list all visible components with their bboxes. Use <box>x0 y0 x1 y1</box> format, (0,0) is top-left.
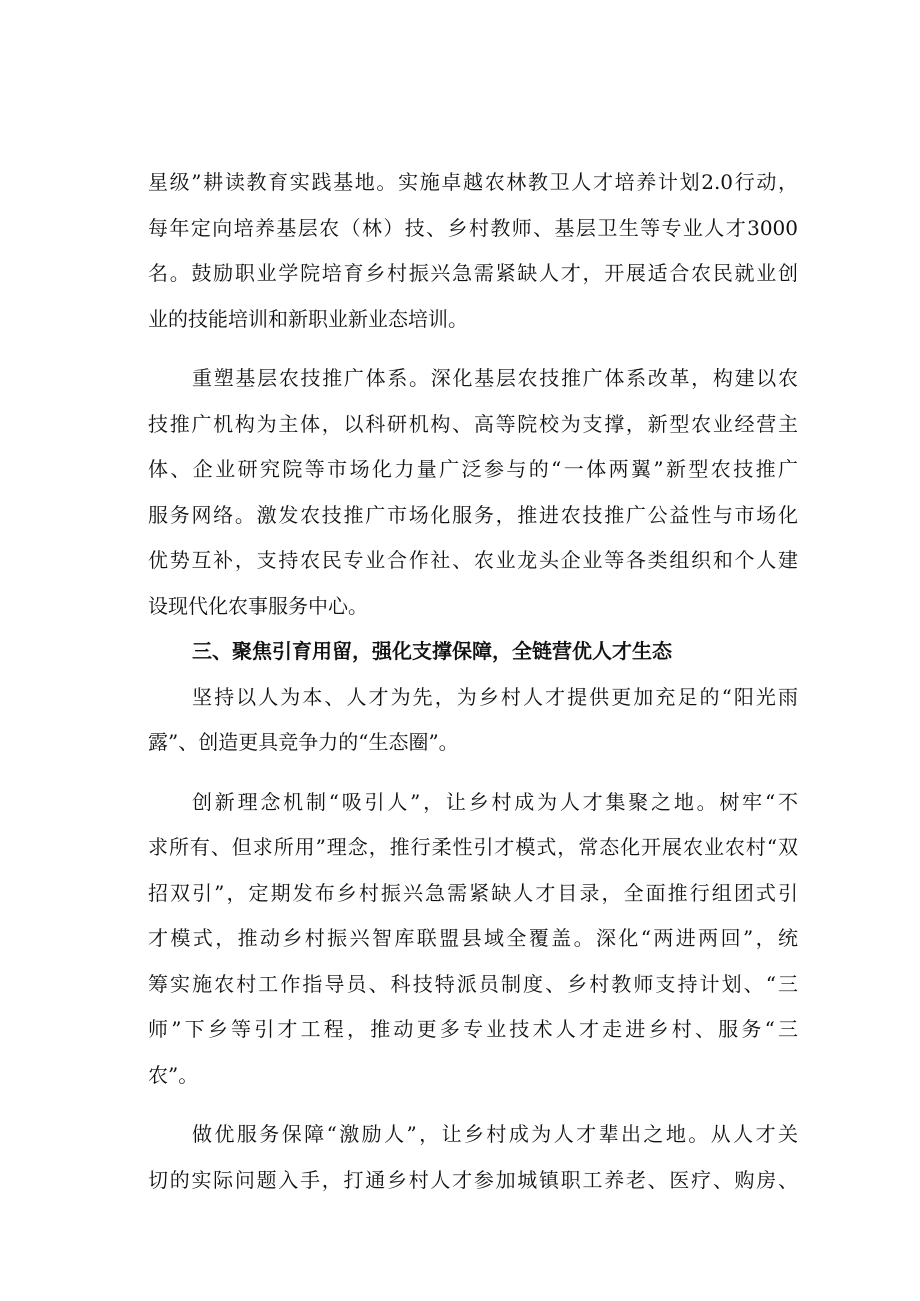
text-line: 名。鼓励职业学院培育乡村振兴急需紧缺人才，开展适合农民就业创 <box>148 261 798 285</box>
paragraph <box>148 780 798 1099</box>
paragraph <box>148 1112 798 1203</box>
section-heading: 三、聚焦引育用留，强化支撑保障，全链营优人才生态 <box>192 639 672 663</box>
text-line: 师”下乡等引才工程，推动更多专业技术人才走进乡村、服务“三 <box>148 1017 798 1041</box>
text-line: 切的实际问题入手，打通乡村人才参加城镇职工养老、医疗、购房、 <box>148 1167 798 1192</box>
text-line: 优势互补，支持农民专业合作社、农业龙头企业等各类组织和个人建 <box>148 548 798 572</box>
text-line: 业的技能培训和新职业新业态培训。 <box>148 306 468 331</box>
text-line: 设现代化农事服务中心。 <box>148 593 368 618</box>
text-line: 求所有、但求所用”理念，推行柔性引才模式，常态化开展农业农村“双 <box>148 835 798 859</box>
text-line: 筹实施农村工作指导员、科技特派员制度、乡村教师支持计划、“三 <box>148 971 798 996</box>
text-line: 每年定向培养基层农（林）技、乡村教师、基层卫生等专业人才3000 <box>148 215 798 240</box>
paragraph <box>148 160 798 342</box>
text-line: 技推广机构为主体，以科研机构、高等院校为支撑，新型农业经营主 <box>148 411 798 436</box>
text-line: 露”、创造更具竞争力的“生态圈”。 <box>148 730 459 754</box>
text-line: 体、企业研究院等市场化力量广泛参与的“一体两翼”新型农技推广 <box>148 457 798 481</box>
text-line: 招双引”，定期发布乡村振兴急需紧缺人才目录，全面推行组团式引 <box>148 880 798 905</box>
text-line: 服务网络。激发农技推广市场化服务，推进农技推广公益性与市场化 <box>148 502 798 527</box>
text-line: 做优服务保障“激励人”，让乡村成为人才辈出之地。从人才关 <box>192 1122 798 1146</box>
text-line: 农”。 <box>148 1062 199 1087</box>
text-line: 星级”耕读教育实践基地。实施卓越农林教卫人才培养计划2.0行动， <box>148 170 798 194</box>
text-line: 重塑基层农技推广体系。深化基层农技推广体系改革，构建以农 <box>192 366 798 390</box>
text-line: 才模式，推动乡村振兴智库联盟县域全覆盖。深化“两进两回”，统 <box>148 926 798 950</box>
text-line: 创新理念机制“吸引人”，让乡村成为人才集聚之地。树牢“不 <box>192 789 798 814</box>
text-line: 坚持以人为本、人才为先，为乡村人才提供更加充足的“阳光雨 <box>192 684 798 709</box>
document-body <box>148 160 798 1203</box>
paragraph <box>148 356 798 629</box>
paragraph <box>148 675 798 766</box>
